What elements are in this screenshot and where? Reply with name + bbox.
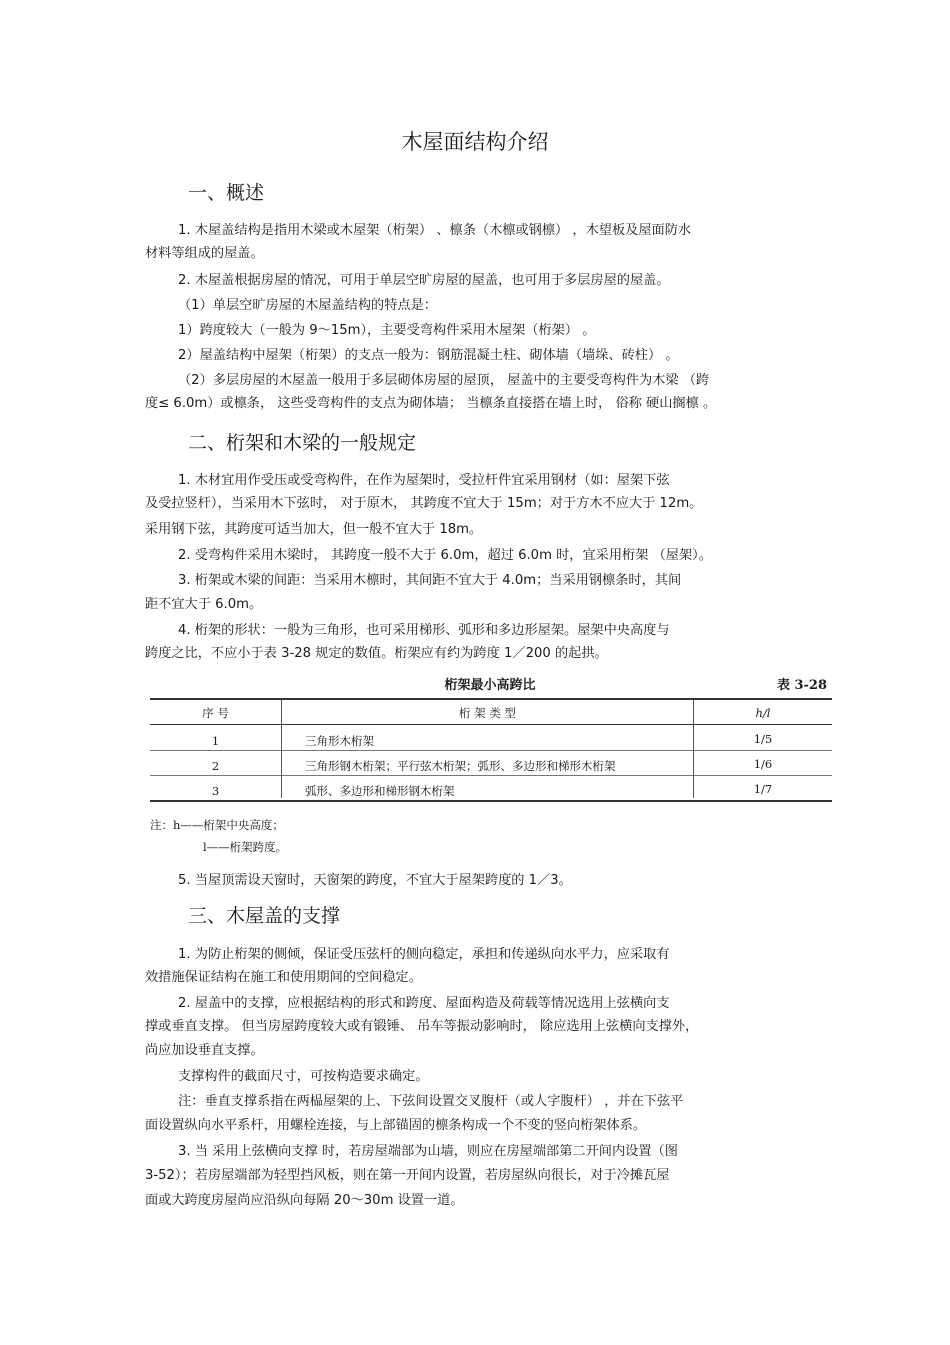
paragraph: 3-52）；若房屋端部为轻型挡风板，则在第一开间内设置，若房屋纵向很长，对于冷摊瓦屋: [145, 1168, 670, 1183]
paragraph: （2）多层房屋的木屋盖一般用于多层砌体房屋的屋顶， 屋盖中的主要受弯构件为木梁 （跨: [178, 373, 710, 388]
paragraph: 撑或垂直支撑。 但当房屋跨度较大或有锻锤、 吊车等振动影响时， 除应选用上弦横向支撑外，: [145, 1019, 699, 1034]
paragraph: 2. 屋盖中的支撑，应根据结构的形式和跨度、屋面构造及荷载等情况选用上弦横向支: [178, 996, 670, 1011]
paragraph: 及受拉竖杆），当采用木下弦时， 对于原木， 其跨度不宜大于 15m；对于方木不应大于 12m。: [145, 496, 703, 511]
table-note: 注：h——桁架中央高度；: [150, 818, 284, 832]
paragraph: 面设置纵向水平系杆，用螺栓连接，与上部锚固的檩条构成一个不变的竖向桁架体系。: [145, 1118, 647, 1133]
paragraph: 2）屋盖结构中屋架（桁架）的支点一般为：钢筋混凝土柱、砌体墙（墙垛、砖柱） 。: [178, 348, 679, 363]
table-row-index: 3: [211, 784, 220, 798]
paragraph: 3. 桁架或木梁的间距：当采用木檩时，其间距不宜大于 4.0m；当采用钢檩条时，其间: [178, 573, 682, 588]
paragraph: 1. 木屋盖结构是指用木梁或木屋架（桁架） 、檩条（木檩或钢檩） ，木望板及屋面防水: [178, 223, 692, 238]
table-bottom-rule: [150, 800, 832, 802]
table-header-index: 序 号: [202, 706, 229, 720]
table-row-type: 三角形钢木桁架；平行弦木桁架；弧形、多边形和梯形木桁架: [305, 759, 616, 773]
paragraph: 2. 木屋盖根据房屋的情况，可用于单层空旷房屋的屋盖，也可用于多层房屋的屋盖。: [178, 273, 670, 288]
paragraph: 4. 桁架的形状：一般为三角形，也可采用梯形、弧形和多边形屋架。屋架中央高度与: [178, 623, 670, 638]
truss-ratio-table: [145, 668, 835, 858]
table-header-rule: [150, 724, 832, 725]
table-number: 表 3-28: [776, 678, 827, 693]
section-heading-overview: 一、概述: [188, 182, 265, 204]
table-row-rule: [150, 750, 832, 751]
paragraph: 1. 为防止桁架的侧倾，保证受压弦杆的侧向稳定，承担和传递纵向水平力，应采取有: [178, 947, 670, 962]
paragraph: 尚应加设垂直支撑。: [145, 1043, 264, 1058]
paragraph: 1. 木材宜用作受压或受弯构件，在作为屋架时，受拉杆件宜采用钢材（如：屋架下弦: [178, 473, 670, 488]
table-row-rule: [150, 775, 832, 776]
paragraph: 注：垂直支撑系指在两榀屋架的上、下弦间设置交叉腹杆（或人字腹杆） ，并在下弦平: [178, 1094, 684, 1109]
paragraph: 采用钢下弦，其跨度可适当加大，但一般不宜大于 18m。: [145, 522, 483, 537]
table-caption: 桁架最小高跨比: [444, 678, 536, 693]
table-row-index: 2: [211, 759, 220, 773]
paragraph: 效措施保证结构在施工和使用期间的空间稳定。: [145, 970, 422, 985]
section-heading-bracing: 三、木屋盖的支撑: [188, 905, 341, 927]
paragraph: 5. 当屋顶需设天窗时，天窗架的跨度，不宜大于屋架跨度的 1／3。: [178, 873, 572, 888]
paragraph: （1）单层空旷房屋的木屋盖结构的特点是：: [178, 298, 437, 313]
paragraph: 2. 受弯构件采用木梁时， 其跨度一般不大于 6.0m，超过 6.0m 时，宜采用桁架 （屋架）。: [178, 548, 712, 563]
table-row-index: 1: [211, 734, 220, 748]
table-row-ratio: 1/6: [753, 757, 773, 771]
paragraph: 跨度之比，不应小于表 3-28 规定的数值。桁架应有约为跨度 1／200 的起拱。: [145, 646, 608, 661]
page-title: 木屋面结构介绍: [401, 130, 549, 154]
paragraph: 距不宜大于 6.0m。: [145, 597, 263, 612]
table-top-rule: [150, 698, 832, 700]
paragraph: 材料等组成的屋盖。: [145, 246, 264, 261]
table-row-ratio: 1/5: [753, 732, 773, 746]
table-row-type: 弧形、多边形和梯形钢木桁架: [305, 784, 455, 798]
table-header-ratio: h/l: [755, 706, 771, 720]
table-note: l——桁架跨度。: [203, 840, 288, 854]
section-heading-truss-rules: 二、桁架和木梁的一般规定: [188, 432, 417, 454]
table-row-type: 三角形木桁架: [305, 734, 374, 748]
table-header-type: 桁 架 类 型: [459, 706, 516, 720]
paragraph: 面或大跨度房屋尚应沿纵向每隔 20～30m 设置一道。: [145, 1193, 464, 1208]
paragraph: 度≤ 6.0m）或檩条， 这些受弯构件的支点为砌体墙； 当檩条直接搭在墙上时， 俗称 硬山搁檩 。: [145, 396, 717, 411]
paragraph: 1）跨度较大（一般为 9～15m），主要受弯构件采用木屋架（桁架） 。: [178, 323, 596, 338]
paragraph: 3. 当 采用上弦横向支撑 时，若房屋端部为山墙，则应在房屋端部第二开间内设置（图: [178, 1144, 678, 1159]
table-row-ratio: 1/7: [753, 782, 773, 796]
paragraph: 支撑构件的截面尺寸，可按构造要求确定。: [178, 1069, 429, 1084]
